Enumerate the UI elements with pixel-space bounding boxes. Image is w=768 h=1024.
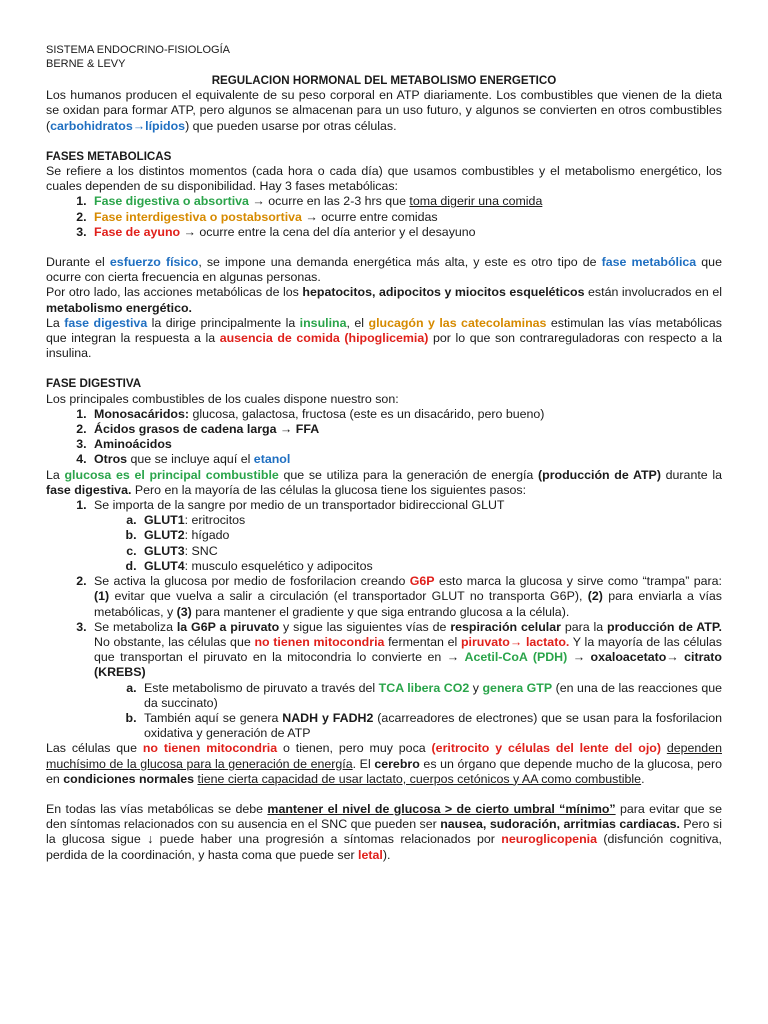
combustibles-intro: Los principales combustibles de los cuales dispone nuestro son: (46, 391, 399, 406)
section-heading-fases: FASES METABOLICAS (46, 149, 172, 163)
tca-list (94, 681, 722, 742)
page-title: REGULACION HORMONAL DEL METABOLISMO ENERGETICO (211, 74, 557, 87)
list-item: 3. Aminoácidos (90, 437, 722, 452)
glucosa-paragraph: La glucosa es el principal combustible que se utiliza para la generación de energía (producción de ATP) durante la fase digestiva. Pero en la mayoría de las células la glucosa tiene los siguientes pasos: (46, 467, 722, 497)
list-item: 2. Fase interdigestiva o postabsortiva → ocurre entre comidas (90, 210, 722, 225)
list-item: b. También aquí se genera NADH y FADH2 (acarreadores de electrones) que se usan para la fosforilacion oxidativa y generación de ATP (140, 711, 722, 741)
list-item: 1. Monosacáridos: glucosa, galactosa, fructosa (este es un disacárido, pero bueno) (90, 407, 722, 422)
list-item: 1. Se importa de la sangre por medio de un transportador bidireccional GLUT a. GLUT1: eritrocitos b. GLUT2: hígado c. GLUT3: SNC d. GLUT4: musculo esquelético y adipocitos (90, 498, 722, 574)
umbral-paragraph: En todas las vías metabólicas se debe mantener el nivel de glucosa > de cierto umbral “mínimo” para evitar que se den síntomas relacionados con su ausencia en el SNC que pueden ser nausea, sudoración, arritmias cardiacas. Pero si la glucosa sigue ↓ puede haber una progresión a síntomas relacionados por neuroglicopenia (disfunción cognitiva, perdida de la coordinación, y hasta coma que puede ser letal). (46, 801, 722, 862)
list-item: 3. Se metaboliza la G6P a piruvato y sigue las siguientes vías de respiración celular para la producción de ATP. No obstante, las células que no tienen mitocondria fermentan el piruvato→ lactato. Y la mayoría de las células que transportan el piruvato en la mitocondria lo convierte en → Acetil-CoA (PDH) → oxaloacetato→ citrato (KREBS) a. Este metabolismo de piruvato a través del TCA libera CO2 y genera GTP (en una de las reacciones que da succinato) b. También aquí se genera NADH y FADH2 (acarreadores de electrones) que se usan para la fosforilacion oxidativa y generación de ATP (90, 620, 722, 742)
section-heading-digestiva: FASE DIGESTIVA (46, 377, 142, 391)
list-item: d. GLUT4: musculo esquelético y adipocitos (140, 559, 722, 574)
list-item: 3. Fase de ayuno → ocurre entre la cena del día anterior y el desayuno (90, 225, 722, 240)
mitocondria-paragraph: Las células que no tienen mitocondria o tienen, pero muy poca (eritrocito y células del lente del ojo) dependen muchísimo de la glucosa para la generación de energía. El cerebro es un órgano que depende mucho de la glucosa, pero en condiciones normales tiene cierta capacidad de usar lactato, cuerpos cetónicos y AA como combustible. (46, 741, 722, 786)
list-item: 4. Otros que se incluye aquí el etanol (90, 452, 722, 467)
fases-list (46, 194, 722, 240)
list-item: a. Este metabolismo de piruvato a través del TCA libera CO2 y genera GTP (en una de las reacciones que da succinato) (140, 681, 722, 711)
book-line: BERNE & LEVY (46, 57, 126, 70)
glucose-steps-list (46, 498, 722, 741)
list-item: 2. Ácidos grasos de cadena larga → FFA (90, 422, 722, 437)
course-header (46, 44, 722, 71)
list-item: 2. Se activa la glucosa por medio de fosforilacion creando G6P esto marca la glucosa y sirve como “trampa” para: (1) evitar que vuelva a salir a circulación (el transportador GLUT no transporta G6P), (2) para enviarla a vías metabólicas, y (3) para mantener el gradiente y que siga entrando glucosa a la célula). (90, 574, 722, 620)
list-item: c. GLUT3: SNC (140, 544, 722, 559)
list-item: a. GLUT1: eritrocitos (140, 513, 722, 528)
fases-description: Se refiere a los distintos momentos (cada hora o cada día) que usamos combustibles y el metabolismo energético, los cuales dependen de su disponibilidad. Hay 3 fases metabólicas: (46, 164, 722, 194)
intro-paragraph: Los humanos producen el equivalente de su peso corporal en ATP diariamente. Los combustibles que vienen de la dieta se oxidan para formar ATP, pero algunos se almacenan para un uso futuro, y algunos se convierten en otros combustibles (carbohidratos→lípidos) que pueden usarse por otras células. (46, 88, 722, 133)
fuels-list (46, 407, 722, 468)
esfuerzo-paragraph: Durante el esfuerzo físico, se impone una demanda energética más alta, y este es otro tipo de fase metabólica que ocurre con cierta frecuencia en algunas personas. (46, 255, 722, 285)
list-item: 1. Fase digestiva o absortiva → ocurre en las 2-3 hrs que toma digerir una comida (90, 194, 722, 209)
acciones-paragraph: Por otro lado, las acciones metabólicas de los hepatocitos, adipocitos y miocitos esqueléticos están involucrados en el metabolismo energético. (46, 285, 723, 315)
glut-list (94, 513, 722, 574)
course-line: SISTEMA ENDOCRINO-FISIOLOGÍA (46, 44, 230, 56)
list-item: b. GLUT2: hígado (140, 528, 722, 543)
carb-highlight: carbohidratos→lípidos (50, 118, 186, 133)
hormonas-paragraph: La fase digestiva la dirige principalmente la insulina, el glucagón y las catecolaminas estimulan las vías metabólicas que integran la respuesta a la ausencia de comida (hipoglicemia) por lo que son contrareguladoras con respecto a la insulina. (46, 315, 722, 361)
